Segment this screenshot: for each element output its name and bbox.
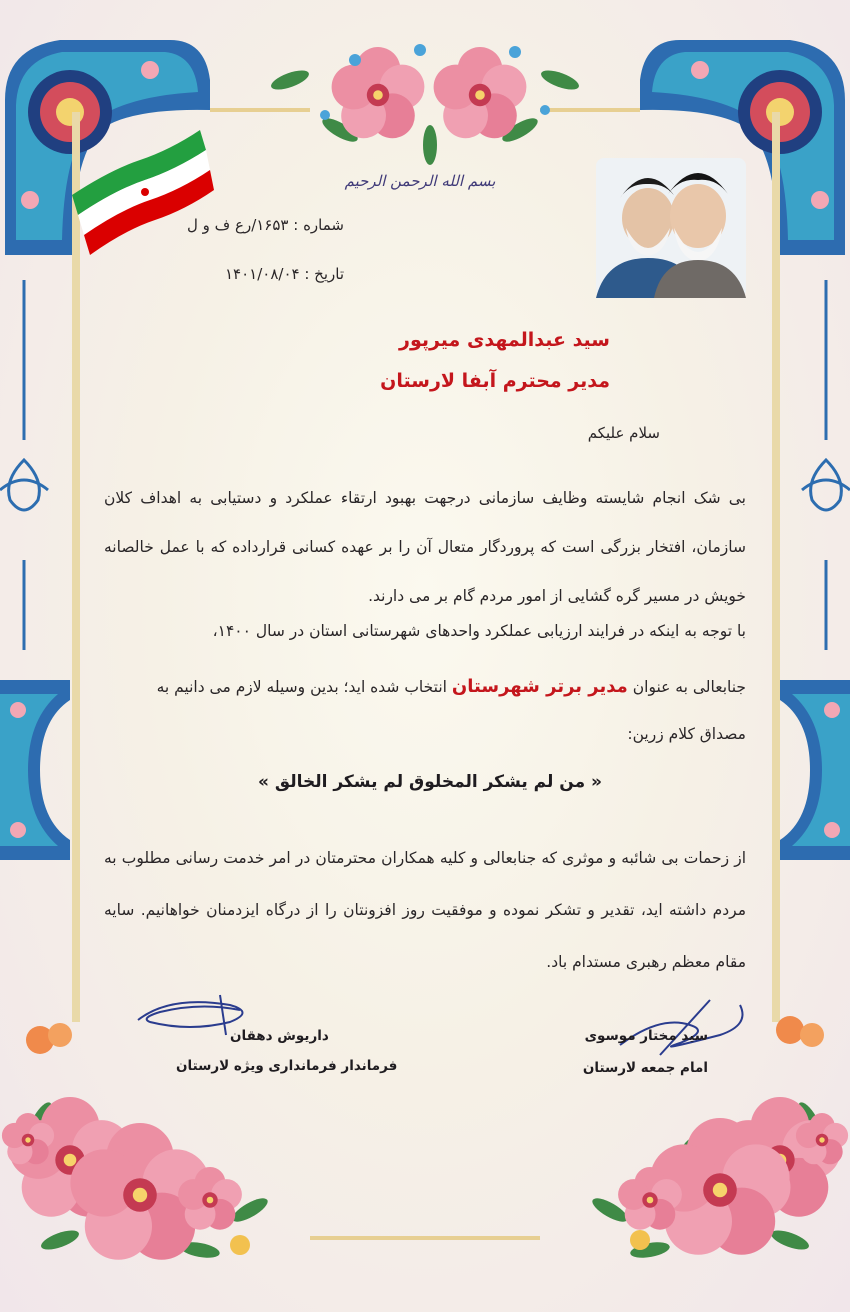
letter-number: شماره : ۱۶۵۳/رع ف و ل bbox=[187, 216, 344, 234]
body-paragraph-1: بی شک انجام شایسته وظایف سازمانی درجهت بهبود ارتقاء عملکرد و دستیابی به اهداف کلان سازمان، افتخار بزرگی است که پروردگار متعال آن را بر عهده کسانی قرارداده که با عمل خالصانه خویش در مسیر گره گشایی از امور مردم گام بر می دارند. bbox=[104, 489, 746, 605]
body-line-evaluation: با توجه به اینکه در فرایند ارزیابی عملکرد واحدهای شهرستانی استان در سال ۱۴۰۰، bbox=[212, 622, 746, 640]
golden-quote: « من لم یشکر المخلوق لم یشکر الخالق » bbox=[257, 772, 603, 792]
selection-text-before: جنابعالی به عنوان bbox=[632, 678, 746, 696]
body-paragraph-2: از زحمات بی شائبه و موثری که جنابعالی و کلیه همکاران محترمتان در امر خدمت رسانی مطلوب به مردم داشته اید، تقدیر و تشکر نموده و موفقیت روز افزونتان را از درگاه ایزدمنان خواهانیم. سایه مقام معظم رهبری مستدام باد. bbox=[104, 849, 746, 971]
letter-date: تاریخ : ۱۴۰۱/۰۸/۰۴ bbox=[225, 265, 344, 283]
greeting: سلام علیکم bbox=[587, 424, 660, 442]
left-signatory-title: فرماندار فرمانداری ویژه لارستان bbox=[176, 1058, 398, 1074]
recipient-name: سید عبدالمهدی میرپور bbox=[399, 329, 610, 351]
right-signatory-name: سید مختار موسوی bbox=[584, 1028, 708, 1044]
highlight-best-manager: مدیر برتر شهرستان bbox=[451, 676, 628, 697]
right-signatory-title: امام جمعه لارستان bbox=[582, 1060, 708, 1076]
selection-text-after: انتخاب شده اید؛ بدین وسیله لازم می دانیم به bbox=[156, 678, 447, 696]
bismillah-heading: بسم الله الرحمن الرحیم bbox=[344, 172, 496, 190]
recipient-title: مدیر محترم آبفا لارستان bbox=[380, 370, 610, 392]
body-line-quote-intro: مصداق کلام زرین: bbox=[627, 725, 746, 743]
body-line-selection bbox=[157, 676, 746, 697]
left-signatory-name: داریوش دهقان bbox=[230, 1028, 329, 1044]
